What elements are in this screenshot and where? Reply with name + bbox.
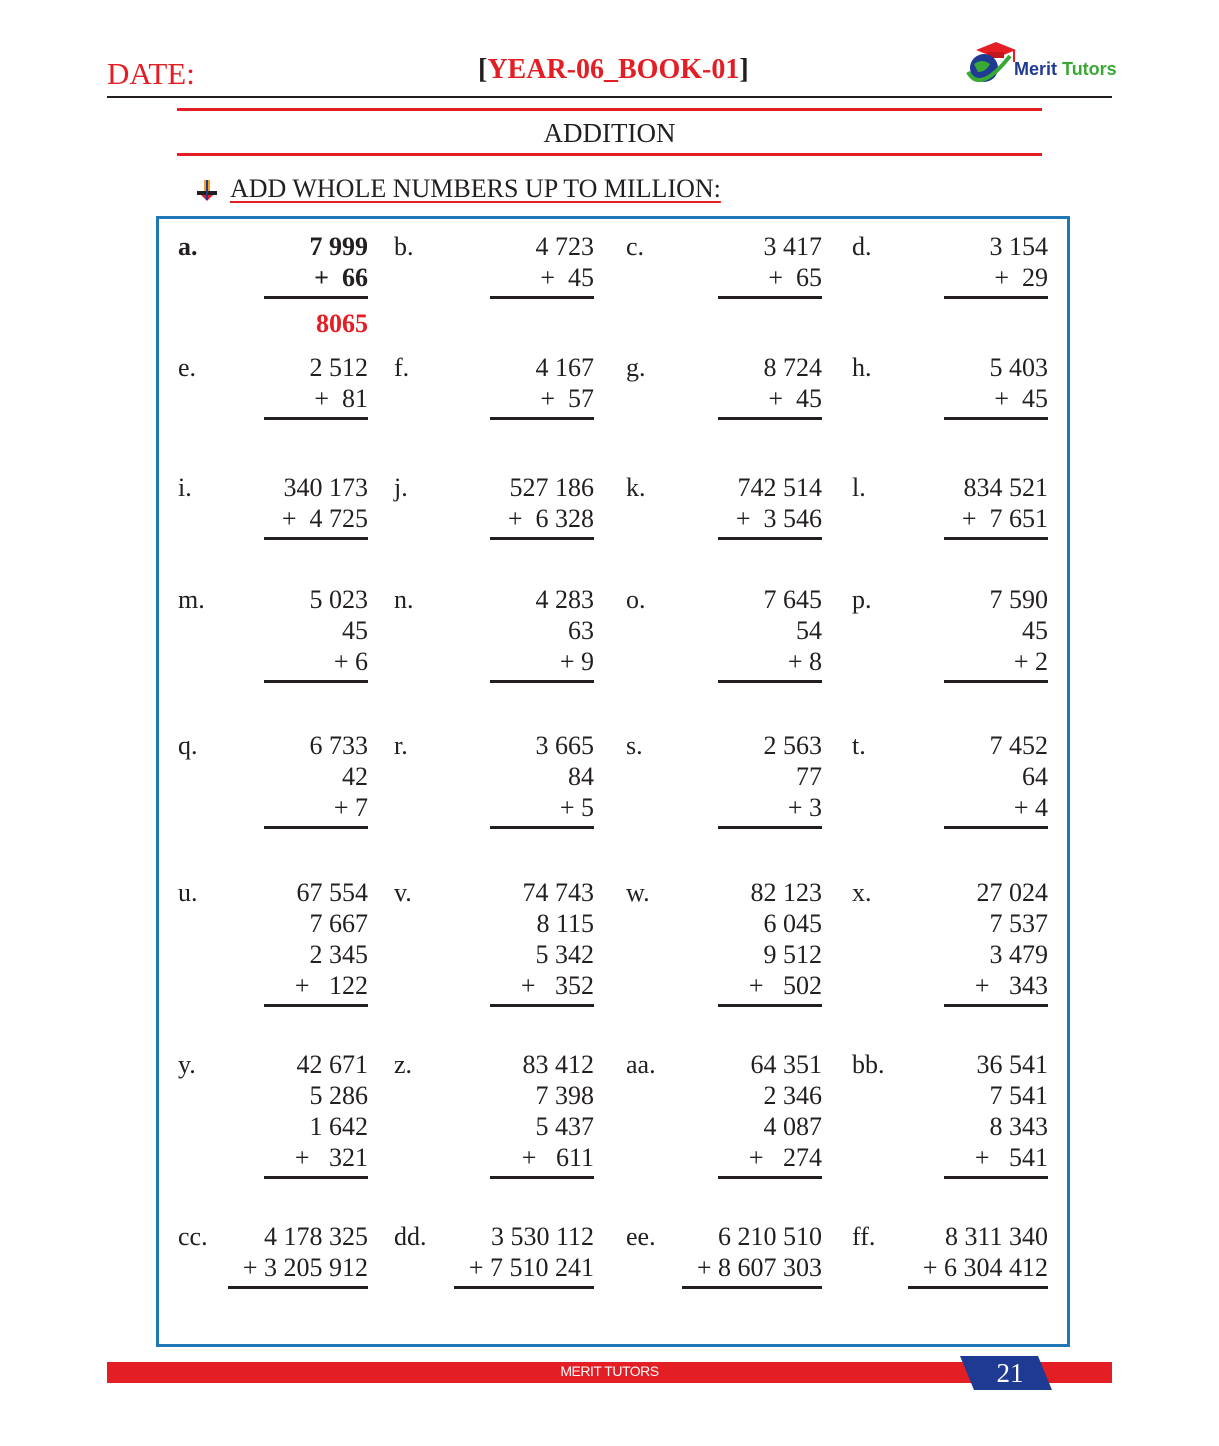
addend-line: 63 xyxy=(568,616,594,645)
sum-line xyxy=(264,1004,368,1007)
problem-label: x. xyxy=(852,878,872,907)
addend-line: + 66 xyxy=(314,263,368,292)
problem-label: i. xyxy=(178,473,192,502)
problem-label: b. xyxy=(394,232,414,261)
addend-line: + 81 xyxy=(314,384,368,413)
addend-line: 8 115 xyxy=(536,909,594,938)
addend-line: 3 665 xyxy=(535,731,594,760)
addend-line: 83 412 xyxy=(522,1050,594,1079)
problem-label: e. xyxy=(178,353,197,382)
addend-line: 5 023 xyxy=(309,585,368,614)
problem-addends xyxy=(764,730,823,823)
addend-line: 2 345 xyxy=(309,940,368,969)
sum-line xyxy=(944,417,1048,420)
addend-line: + 7 510 241 xyxy=(468,1253,594,1282)
problem-addends xyxy=(310,730,369,823)
sum-line xyxy=(490,1176,594,1179)
problem-addends xyxy=(536,584,595,677)
sum-line xyxy=(454,1286,594,1289)
addend-line: + 274 xyxy=(748,1143,822,1172)
addend-line: 42 671 xyxy=(296,1050,368,1079)
sum-line xyxy=(718,296,822,299)
problem-addends xyxy=(536,231,595,293)
problem-addends xyxy=(749,877,822,1001)
problem-addends xyxy=(295,1049,368,1173)
addend-line: 5 403 xyxy=(989,353,1048,382)
addend-line: + 45 xyxy=(540,263,594,292)
addend-line: 3 479 xyxy=(989,940,1048,969)
sum-line xyxy=(490,680,594,683)
addend-line: + 7 xyxy=(333,793,368,822)
addend-line: 54 xyxy=(796,616,822,645)
sum-line xyxy=(228,1286,368,1289)
addend-line: + 541 xyxy=(974,1143,1048,1172)
addend-line: 834 521 xyxy=(963,473,1048,502)
addend-line: 42 xyxy=(342,762,368,791)
problem-label: a. xyxy=(178,232,198,261)
problem-label: aa. xyxy=(626,1050,656,1079)
addend-line: + 6 xyxy=(333,647,368,676)
sum-line xyxy=(264,296,368,299)
sum-line xyxy=(490,537,594,540)
addend-line: 67 554 xyxy=(296,878,368,907)
addend-line: 82 123 xyxy=(750,878,822,907)
section-title: ADDITION xyxy=(543,118,676,148)
problem-label: ee. xyxy=(626,1222,656,1251)
addend-line: 45 xyxy=(1022,616,1048,645)
addend-line: + 3 546 xyxy=(735,504,822,533)
addend-line: 7 541 xyxy=(989,1081,1048,1110)
addend-line: 7 537 xyxy=(989,909,1048,938)
problem-addends xyxy=(975,1049,1048,1173)
addend-line: 7 667 xyxy=(309,909,368,938)
section-bottom-rule xyxy=(177,153,1042,156)
addend-line: 36 541 xyxy=(976,1050,1048,1079)
problem-addends xyxy=(295,877,368,1001)
book-title-close-bracket: ] xyxy=(739,54,749,85)
problem-label: h. xyxy=(852,353,872,382)
sum-line xyxy=(490,1004,594,1007)
sum-line xyxy=(264,1176,368,1179)
problem-label: dd. xyxy=(394,1222,427,1251)
addend-line: 7 398 xyxy=(535,1081,594,1110)
problem-label: ff. xyxy=(852,1222,876,1251)
problem-label: f. xyxy=(394,353,410,382)
problem-label: p. xyxy=(852,585,872,614)
addend-line: + 7 651 xyxy=(961,504,1048,533)
addend-line: 3 530 112 xyxy=(490,1222,594,1251)
date-label: DATE: xyxy=(107,56,195,91)
problem-label: u. xyxy=(178,878,198,907)
problem-addends xyxy=(990,584,1049,677)
addend-line: 742 514 xyxy=(737,473,822,502)
sum-line xyxy=(944,1176,1048,1179)
merit-tutors-logo xyxy=(962,42,1122,94)
addend-line: 7 590 xyxy=(989,585,1048,614)
problem-addends xyxy=(975,877,1048,1001)
addend-line: + 9 xyxy=(559,647,594,676)
subheading: ADD WHOLE NUMBERS UP TO MILLION: xyxy=(230,174,721,203)
sum-line xyxy=(718,1176,822,1179)
problem-label: t. xyxy=(852,731,866,760)
problem-label: w. xyxy=(626,878,650,907)
problem-label: q. xyxy=(178,731,198,760)
addend-line: 4 087 xyxy=(763,1112,822,1141)
sum-line xyxy=(490,296,594,299)
sum-line xyxy=(718,826,822,829)
addend-line: 9 512 xyxy=(763,940,822,969)
problem-label: k. xyxy=(626,473,646,502)
logo-word-merit: Merit xyxy=(1014,59,1058,79)
problem-label: g. xyxy=(626,353,646,382)
problem-addends xyxy=(469,1221,594,1283)
problem-addends xyxy=(536,730,595,823)
sum-line xyxy=(682,1286,822,1289)
sum-line xyxy=(944,296,1048,299)
addend-line: + 3 xyxy=(787,793,822,822)
addend-line: 3 154 xyxy=(989,232,1048,261)
problem-addends xyxy=(697,1221,822,1283)
problem-label: s. xyxy=(626,731,643,760)
problem-addends xyxy=(749,1049,822,1173)
problem-label: bb. xyxy=(852,1050,885,1079)
problem-label: c. xyxy=(626,232,645,261)
sum-line xyxy=(718,1004,822,1007)
addend-line: 2 346 xyxy=(763,1081,822,1110)
sum-line xyxy=(944,826,1048,829)
addend-line: 6 210 510 xyxy=(718,1222,822,1251)
problem-label: z. xyxy=(394,1050,413,1079)
sum-line xyxy=(264,537,368,540)
addend-line: + 122 xyxy=(294,971,368,1000)
addend-line: 7 999 xyxy=(309,232,368,261)
addend-line: + 8 607 303 xyxy=(696,1253,822,1282)
logo-word-tutors: Tutors xyxy=(1062,59,1117,79)
addend-line: + 2 xyxy=(1013,647,1048,676)
addend-line: + 45 xyxy=(768,384,822,413)
addend-line: 64 xyxy=(1022,762,1048,791)
addend-line: 7 645 xyxy=(763,585,822,614)
addend-line: 6 733 xyxy=(309,731,368,760)
problem-label: j. xyxy=(394,473,408,502)
addend-line: + 6 328 xyxy=(507,504,594,533)
sum-line xyxy=(944,1004,1048,1007)
problem-label: m. xyxy=(178,585,205,614)
logo-text xyxy=(1014,59,1117,80)
problem-addends xyxy=(508,472,594,534)
book-title-text: YEAR-06_BOOK-01 xyxy=(487,54,740,85)
addend-line: 5 286 xyxy=(309,1081,368,1110)
sum-line xyxy=(718,537,822,540)
problem-addends xyxy=(962,472,1048,534)
section-top-rule xyxy=(177,108,1042,111)
footer-brand: MERIT TUTORS xyxy=(560,1363,659,1379)
sum-line xyxy=(944,537,1048,540)
addend-line: + 4 725 xyxy=(281,504,368,533)
addend-line: 3 417 xyxy=(763,232,822,261)
addend-line: + 65 xyxy=(768,263,822,292)
problem-addends xyxy=(764,352,823,414)
addend-line: 4 283 xyxy=(535,585,594,614)
addend-line: + 352 xyxy=(520,971,594,1000)
addend-line: 7 452 xyxy=(989,731,1048,760)
sum-line xyxy=(718,680,822,683)
problem-addends xyxy=(522,1049,594,1173)
book-title xyxy=(478,54,749,86)
addend-line: + 502 xyxy=(748,971,822,1000)
problem-label: l. xyxy=(852,473,866,502)
problem-addends xyxy=(990,352,1049,414)
addend-line: + 57 xyxy=(540,384,594,413)
problem-label: o. xyxy=(626,585,646,614)
addend-line: 5 437 xyxy=(535,1112,594,1141)
addend-line: 4 167 xyxy=(535,353,594,382)
addend-line: 27 024 xyxy=(976,878,1048,907)
problem-addends xyxy=(310,584,369,677)
sum-line xyxy=(490,417,594,420)
problem-addends xyxy=(310,352,369,414)
addend-line: 2 563 xyxy=(763,731,822,760)
addend-line: 8 311 340 xyxy=(944,1222,1048,1251)
worked-answer: 8065 xyxy=(316,309,368,338)
addend-line: 527 186 xyxy=(509,473,594,502)
addend-line: 4 178 325 xyxy=(264,1222,368,1251)
addend-line: 8 343 xyxy=(989,1112,1048,1141)
addend-line: 64 351 xyxy=(750,1050,822,1079)
addend-line: 5 342 xyxy=(535,940,594,969)
sum-line xyxy=(944,680,1048,683)
problem-addends xyxy=(521,877,594,1001)
book-title-open-bracket: [ xyxy=(478,54,488,85)
addend-line: + 611 xyxy=(521,1143,594,1172)
problem-label: v. xyxy=(394,878,412,907)
addend-line: 6 045 xyxy=(763,909,822,938)
sum-line xyxy=(264,826,368,829)
problem-label: r. xyxy=(394,731,408,760)
problem-addends xyxy=(923,1221,1048,1283)
problem-addends xyxy=(536,352,595,414)
addend-line: + 3 205 912 xyxy=(242,1253,368,1282)
addend-line: 77 xyxy=(796,762,822,791)
problem-label: d. xyxy=(852,232,872,261)
problem-addends xyxy=(282,472,368,534)
bullet-arrow-icon xyxy=(195,178,219,202)
problem-addends xyxy=(243,1221,368,1283)
addend-line: 84 xyxy=(568,762,594,791)
addend-line: + 45 xyxy=(994,384,1048,413)
addend-line: + 29 xyxy=(994,263,1048,292)
problem-addends xyxy=(736,472,822,534)
problem-addends xyxy=(310,231,369,293)
sum-line xyxy=(264,680,368,683)
graduation-globe-icon xyxy=(962,42,1022,94)
addend-line: + 8 xyxy=(787,647,822,676)
addend-line: + 6 304 412 xyxy=(922,1253,1048,1282)
problem-label: y. xyxy=(178,1050,196,1079)
addend-line: 2 512 xyxy=(309,353,368,382)
problem-addends xyxy=(990,730,1049,823)
addend-line: 74 743 xyxy=(522,878,594,907)
problem-addends xyxy=(764,231,823,293)
addend-line: + 4 xyxy=(1013,793,1048,822)
problem-addends xyxy=(990,231,1049,293)
addend-line: + 321 xyxy=(294,1143,368,1172)
sum-line xyxy=(264,417,368,420)
addend-line: 1 642 xyxy=(309,1112,368,1141)
addend-line: 340 173 xyxy=(283,473,368,502)
page-number: 21 xyxy=(996,1358,1024,1388)
addend-line: 4 723 xyxy=(535,232,594,261)
sum-line xyxy=(718,417,822,420)
problem-addends xyxy=(764,584,823,677)
addend-line: + 343 xyxy=(974,971,1048,1000)
problem-label: n. xyxy=(394,585,414,614)
problem-label: cc. xyxy=(178,1222,208,1251)
sum-line xyxy=(908,1286,1048,1289)
addend-line: + 5 xyxy=(559,793,594,822)
header-divider xyxy=(107,96,1112,98)
sum-line xyxy=(490,826,594,829)
addend-line: 8 724 xyxy=(763,353,822,382)
addend-line: 45 xyxy=(342,616,368,645)
